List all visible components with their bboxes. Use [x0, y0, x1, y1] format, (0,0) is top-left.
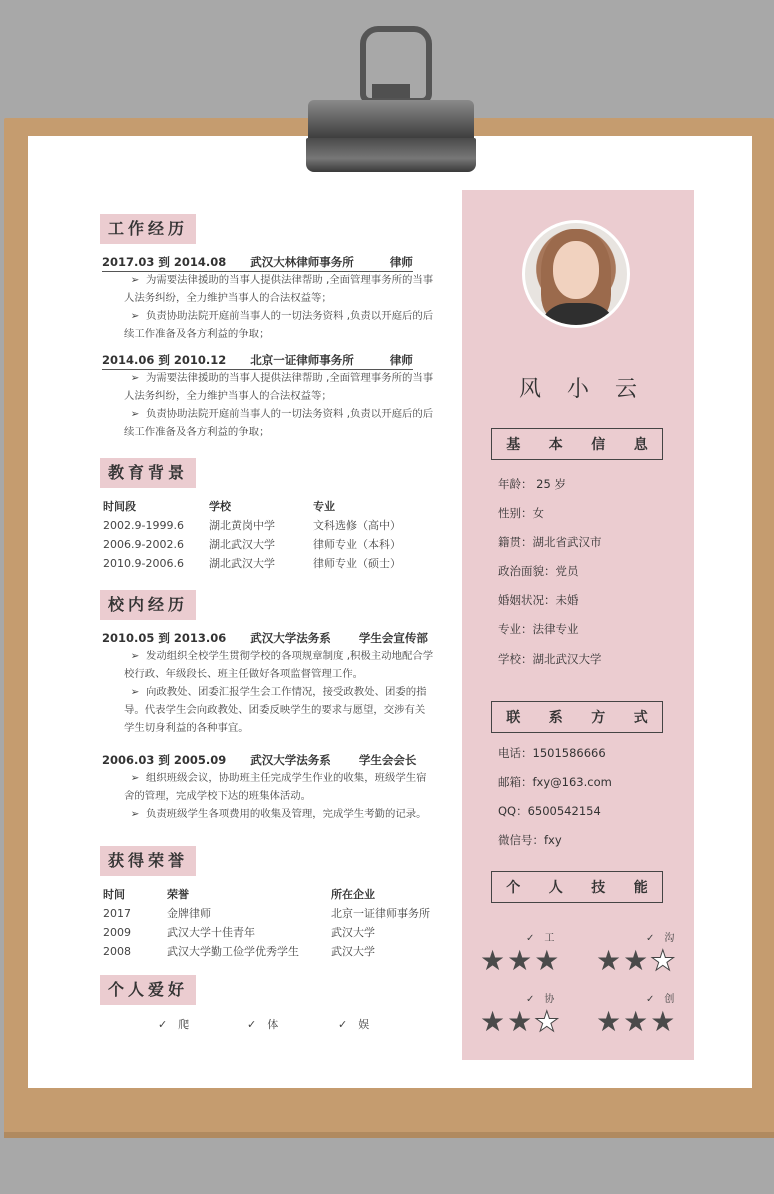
- title-char: 基: [506, 437, 521, 453]
- title-char: 息: [633, 437, 648, 453]
- work-2-item-1: ➢ 为需要法律援助的当事人提供法律帮助 ,全面管理事务所的当事人法务纠纷，全力维护当事人的合法权益等；: [124, 369, 434, 405]
- work-2-heading: 2014.06 到 2010.12 北京一证律师事务所 律师: [102, 352, 413, 370]
- star-empty-icon: ★: [534, 1005, 562, 1038]
- honor-header-honor: 荣誉: [167, 888, 189, 901]
- arrow-icon: ➢: [130, 650, 140, 662]
- info-gender: 性别：女: [498, 506, 544, 520]
- info-political: 政治面貌：党员: [498, 564, 579, 578]
- edu-school: 湖北武汉大学: [209, 557, 275, 570]
- honor-org: 武汉大学: [331, 926, 375, 939]
- skill-rating: [480, 1005, 561, 1038]
- work-1-item-2: ➢ 负责协助法院开庭前当事人的一切法务资料 ,负责以开庭后的后续工作准备及各方利益的争取；: [124, 307, 434, 343]
- info-marital: 婚姻状况：未婚: [498, 593, 579, 607]
- star-filled-icon: ★: [480, 944, 508, 977]
- edu-major: 文科选修（高中）: [313, 519, 401, 532]
- campus-1-item-2: ➢ 向政教处、团委汇报学生会工作情况，接受政教处、团委的指导。代表学生会向政教处、团委反映学生的要求与愿望，交涉有关学生切身利益的各种事宜。: [124, 683, 434, 737]
- edu-major: 律师专业（硕士）: [313, 557, 401, 570]
- star-filled-icon: ★: [650, 1005, 678, 1038]
- skill-label: ✓ 工: [526, 933, 555, 944]
- skills-title: [491, 871, 663, 903]
- hobby-item: ✓ 娱: [338, 1018, 370, 1031]
- table-row: [103, 535, 423, 554]
- clip-base: [306, 138, 476, 172]
- honor-table: [103, 885, 451, 961]
- edu-school: 湖北武汉大学: [209, 538, 275, 551]
- campus-1-heading: 2010.05 到 2013.06 武汉大学法务系 学生会宣传部: [102, 631, 428, 645]
- skill-rating: [480, 944, 561, 977]
- star-filled-icon: ★: [507, 1005, 535, 1038]
- arrow-icon: ➢: [130, 274, 140, 286]
- campus-2-details: [124, 769, 434, 823]
- honor-year: 2017: [103, 907, 131, 920]
- honor-year: 2009: [103, 926, 131, 939]
- honor-title: 金牌律师: [167, 907, 211, 920]
- table-row: [103, 942, 451, 961]
- title-char: 系: [548, 710, 563, 726]
- honor-title: 武汉大学勤工俭学优秀学生: [167, 945, 299, 958]
- work-1-item-1: ➢ 为需要法律援助的当事人提供法律帮助 ,全面管理事务所的当事人法务纠纷，全力维护当事人的合法权益等；: [124, 271, 434, 307]
- star-filled-icon: ★: [623, 944, 651, 977]
- arrow-icon: ➢: [130, 808, 140, 820]
- star-filled-icon: ★: [596, 944, 624, 977]
- contact-qq: QQ：6500542154: [498, 804, 601, 818]
- star-filled-icon: ★: [596, 1005, 624, 1038]
- star-empty-icon: ★: [650, 944, 678, 977]
- hobby-item: ✓ 体: [247, 1018, 279, 1031]
- campus-2-item-1: ➢ 组织班级会议，协助班主任完成学生作业的收集，班级学生宿舍的管理，完成学校下达的班集体活动。: [124, 769, 434, 805]
- basic-info-title: [491, 428, 663, 460]
- star-filled-icon: ★: [623, 1005, 651, 1038]
- work-1-heading: 2017.03 到 2014.08 武汉大林律师事务所 律师: [102, 254, 413, 272]
- campus-1-item-1: ➢ 发动组织全校学生贯彻学校的各项规章制度 ,积极主动地配合学校行政、年级段长、班主任做好各项监督管理工作。: [124, 647, 434, 683]
- section-title-hobby: 个人爱好: [100, 975, 196, 1005]
- info-age: 年龄： 25 岁: [498, 477, 566, 491]
- section-title-work: 工作经历: [100, 214, 196, 244]
- title-char: 能: [633, 880, 648, 896]
- campus-2-item-2: ➢ 负责班级学生各项费用的收集及管理，完成学生考勤的记录。: [124, 805, 434, 823]
- star-filled-icon: ★: [534, 944, 562, 977]
- info-school: 学校：湖北武汉大学: [498, 652, 602, 666]
- honor-title: 武汉大学十佳青年: [167, 926, 255, 939]
- edu-period: 2002.9-1999.6: [103, 519, 184, 532]
- edu-header-period: 时间段: [103, 500, 136, 513]
- avatar-face: [553, 241, 599, 299]
- work-2-details: [124, 369, 434, 441]
- skill-rating: [596, 944, 677, 977]
- skill-rating: [596, 1005, 677, 1038]
- arrow-icon: ➢: [130, 372, 140, 384]
- contact-email: 邮箱：fxy@163.com: [498, 775, 612, 789]
- avatar: [522, 220, 630, 328]
- skill-label: ✓ 协: [526, 994, 555, 1005]
- arrow-icon: ➢: [130, 408, 140, 420]
- profile-name: 风小云: [518, 377, 663, 402]
- contact-phone: 电话：1501586666: [498, 746, 606, 760]
- edu-period: 2010.9-2006.6: [103, 557, 184, 570]
- clip-ring-icon: [360, 26, 432, 104]
- skill-label: ✓ 沟: [646, 933, 675, 944]
- edu-header-school: 学校: [209, 500, 231, 513]
- edu-header: [103, 497, 423, 516]
- edu-major: 律师专业（本科）: [313, 538, 401, 551]
- arrow-icon: ➢: [130, 686, 140, 698]
- title-char: 联: [506, 710, 521, 726]
- edu-table: [103, 497, 423, 573]
- title-char: 技: [591, 880, 606, 896]
- title-char: 人: [548, 880, 563, 896]
- edu-header-major: 专业: [313, 500, 335, 513]
- campus-2-heading: 2006.03 到 2005.09 武汉大学法务系 学生会会长: [102, 753, 417, 767]
- honor-header-org: 所在企业: [331, 888, 375, 901]
- title-char: 式: [633, 710, 648, 726]
- honor-year: 2008: [103, 945, 131, 958]
- honor-header: [103, 885, 451, 904]
- honor-org: 北京一证律师事务所: [331, 907, 430, 920]
- skill-label: ✓ 创: [646, 994, 675, 1005]
- arrow-icon: ➢: [130, 310, 140, 322]
- work-2-item-2: ➢ 负责协助法院开庭前当事人的一切法务资料 ,负责以开庭后的后续工作准备及各方利益的争取；: [124, 405, 434, 441]
- clipboard-edge: [4, 1132, 774, 1138]
- hobby-item: ✓ 爬: [158, 1018, 190, 1031]
- table-row: [103, 923, 451, 942]
- arrow-icon: ➢: [130, 772, 140, 784]
- table-row: [103, 516, 423, 535]
- edu-school: 湖北黄岗中学: [209, 519, 275, 532]
- info-major: 专业：法律专业: [498, 622, 579, 636]
- table-row: [103, 554, 423, 573]
- title-char: 个: [506, 880, 521, 896]
- honor-org: 武汉大学: [331, 945, 375, 958]
- title-char: 信: [591, 437, 606, 453]
- honor-header-time: 时间: [103, 888, 125, 901]
- contact-title: [491, 701, 663, 733]
- campus-1-details: [124, 647, 434, 737]
- title-char: 方: [591, 710, 606, 726]
- section-title-edu: 教育背景: [100, 458, 196, 488]
- star-filled-icon: ★: [507, 944, 535, 977]
- section-title-honor: 获得荣誉: [100, 846, 196, 876]
- section-title-campus: 校内经历: [100, 590, 196, 620]
- title-char: 本: [548, 437, 563, 453]
- info-hometown: 籍贯：湖北省武汉市: [498, 535, 602, 549]
- star-filled-icon: ★: [480, 1005, 508, 1038]
- edu-period: 2006.9-2002.6: [103, 538, 184, 551]
- contact-wechat: 微信号：fxy: [498, 833, 562, 847]
- clip-body: [308, 100, 474, 140]
- table-row: [103, 904, 451, 923]
- work-1-details: [124, 271, 434, 343]
